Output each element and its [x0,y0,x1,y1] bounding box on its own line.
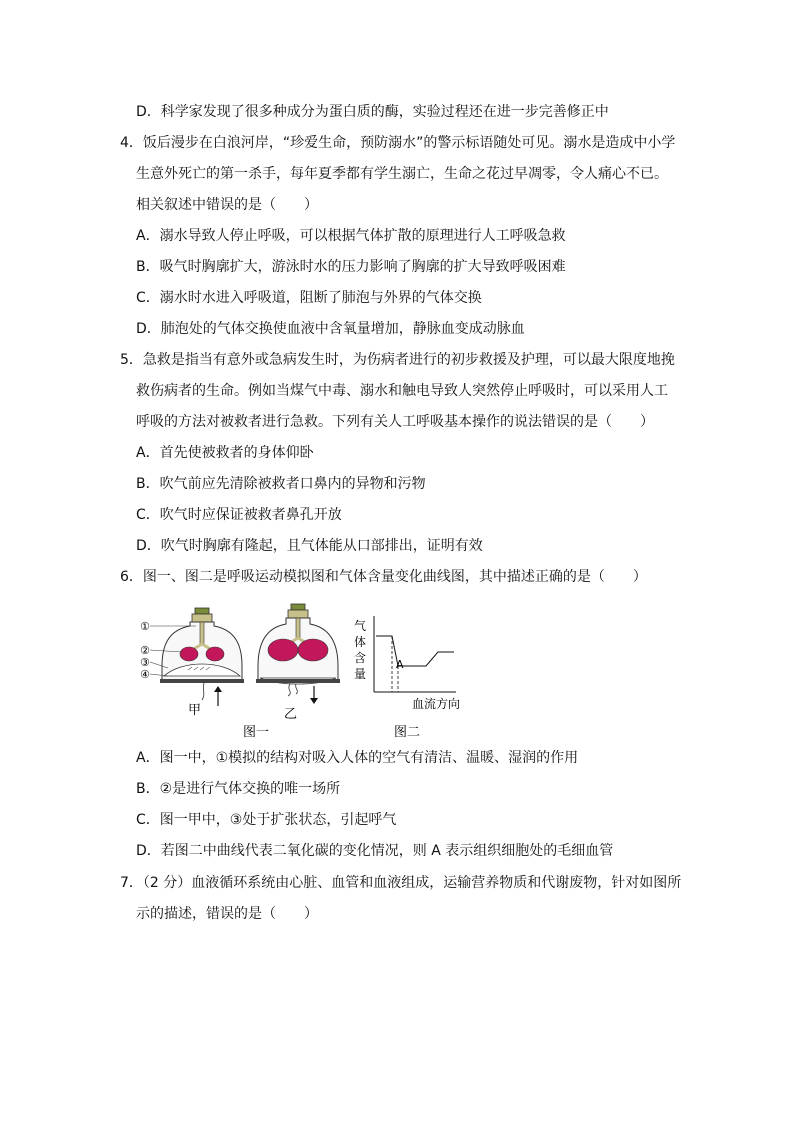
q5-stem-line2: 救伤病者的生命。例如当煤气中毒、溺水和触电导致人突然停止呼吸时，可以采用人工 [136,383,668,399]
q4-stem-line3: 相关叙述中错误的是（ ） [136,197,318,213]
q6-stem: 6．图一、图二是呼吸运动模拟图和气体含量变化曲线图，其中描述正确的是（ ） [120,569,647,585]
ylabel-char-4: 量 [354,667,367,681]
q5-option-b: B．吹气前应先清除被救者口鼻内的异物和污物 [136,476,426,492]
marker-2: ② [140,644,150,657]
q4-option-d: D．肺泡处的气体交换使血液中含氧量增加，静脉血变成动脉血 [136,321,525,337]
bell-jar-yi [256,604,340,722]
marker-3: ③ [140,656,150,669]
q4-option-b: B．吸气时胸廓扩大，游泳时水的压力影响了胸廓的扩大导致呼吸困难 [136,259,566,275]
point-a-label: A [396,658,404,671]
gas-curve [376,636,454,666]
base-plate [256,679,340,683]
caption-fig2: 图二 [394,725,421,740]
q4-option-c: C．溺水时水进入呼吸道，阻断了肺泡与外界的气体交换 [136,290,482,306]
q4-stem-line1: 4．饭后漫步在白浪河岸，“珍爱生命，预防溺水”的警示标语随处可见。溺水是造成中小学 [120,135,676,151]
label-jia: 甲 [188,703,202,718]
q5-option-a: A．首先使被救者的身体仰卧 [136,445,314,461]
hand-sketch [296,684,298,694]
left-balloon-lung [180,647,198,661]
left-balloon-lung [268,639,298,661]
right-balloon-lung [206,647,224,661]
trachea-tube [200,622,204,644]
q4-option-a: A．溺水导致人停止呼吸，可以根据气体扩散的原理进行人工呼吸急救 [136,228,566,244]
gas-content-graph [354,616,460,711]
ylabel-char-2: 体 [354,635,367,649]
q5-option-d: D．吹气时胸廓有隆起，且气体能从口部排出，证明有效 [136,538,483,554]
q6-option-a: A．图一中，①模拟的结构对吸入人体的空气有清洁、温暖、湿润的作用 [136,750,579,766]
stopper-top [195,608,209,614]
stopper [288,610,308,618]
trachea-tube [296,618,300,638]
xlabel: 血流方向 [412,697,461,711]
q4-stem-line2: 生意外死亡的第一杀手，每年夏季都有学生溺亡，生命之花过早凋零，令人痛心不已。 [136,166,668,182]
q5-stem-line1: 5．急救是指当有意外或急病发生时，为伤病者进行的初步救援及护理，可以最大限度地挽 [120,352,675,368]
bell-jar-jia [140,608,244,718]
arrow-down-head [310,698,318,704]
q6-option-d: D．若图二中曲线代表二氧化碳的变化情况，则 A 表示组织细胞处的毛细血管 [136,843,614,859]
arrow-up-head [214,686,222,692]
q6-option-c: C．图一甲中，③处于扩张状态，引起呼气 [136,812,397,828]
pull-string [202,683,204,700]
base-plate [160,679,244,683]
q6-figure [138,596,478,746]
q5-stem-line3: 呼吸的方法对被救者进行急救。下列有关人工呼吸基本操作的说法错误的是（ ） [136,414,654,430]
q6-option-b: B．②是进行气体交换的唯一场所 [136,781,341,797]
ylabel-char-3: 含 [354,651,367,665]
q5-option-c: C．吹气时应保证被救者鼻孔开放 [136,507,342,523]
hand-sketch [288,684,290,696]
q3-option-d: D．科学家发现了很多种成分为蛋白质的酶，实验过程还在进一步完善修正中 [136,104,609,120]
q7-stem-line1: 7．（2 分）血液循环系统由心脏、血管和血液组成，运输营养物质和代谢废物，针对如图所 [120,875,682,891]
marker-4: ④ [140,668,150,681]
right-balloon-lung [298,639,328,661]
marker-1: ① [140,620,150,633]
label-yi: 乙 [284,707,298,722]
caption-fig1: 图一 [243,725,270,740]
stopper [192,614,212,622]
ylabel-char-1: 气 [354,619,367,633]
q7-stem-line2: 示的描述，错误的是（ ） [136,906,318,922]
stopper-top [291,604,305,610]
